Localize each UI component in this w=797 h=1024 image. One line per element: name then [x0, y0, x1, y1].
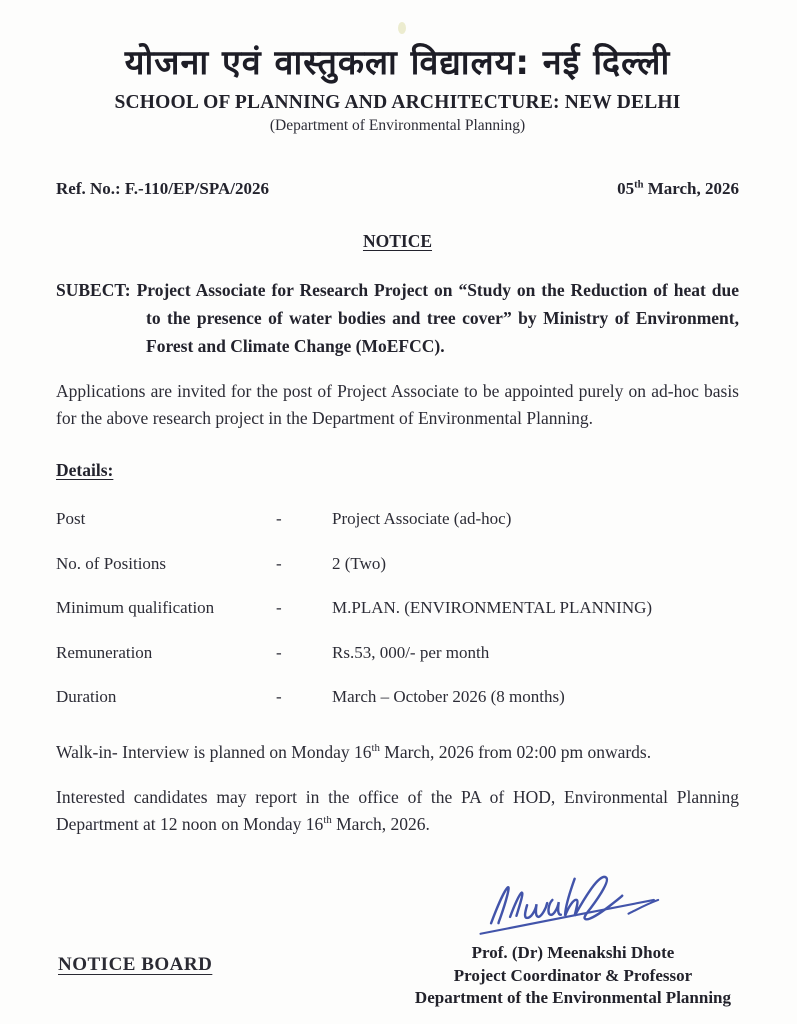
signature-image	[470, 864, 675, 938]
reference-number: Ref. No.: F.-110/EP/SPA/2026	[56, 179, 269, 199]
detail-label: No. of Positions	[56, 553, 167, 573]
document-header	[56, 0, 739, 135]
date-day: 05	[617, 179, 635, 199]
detail-value: M.PLAN. (ENVIRONMENTAL PLANNING)	[332, 598, 653, 618]
walkin-text-after: March, 2026 from 02:00 pm onwards.	[379, 742, 652, 763]
date-ordinal-suffix: th	[634, 179, 644, 191]
document-date	[617, 179, 739, 199]
detail-label: Post	[56, 509, 86, 529]
details-list	[56, 509, 739, 707]
details-heading: Details:	[56, 460, 114, 481]
detail-row-qualification	[56, 598, 739, 618]
detail-row-duration	[56, 687, 739, 707]
walkin-ordinal-suffix: th	[371, 742, 380, 755]
notice-board-heading: NOTICE BOARD	[58, 954, 213, 975]
signatory-name: Prof. (Dr) Meenakshi Dhote	[471, 943, 675, 963]
walkin-paragraph	[56, 739, 739, 766]
intro-paragraph: Applications are invited for the post of Project Associate to be appointed purely on ad-hoc basis for the above research project in the Department of Environmental Planning.	[56, 381, 739, 429]
subject-label: SUBECT:	[56, 280, 131, 301]
detail-label: Remuneration	[56, 642, 153, 662]
detail-separator: -	[276, 553, 282, 573]
detail-label: Duration	[56, 687, 117, 707]
detail-label: Minimum qualification	[56, 598, 215, 618]
detail-value: Rs.53, 000/- per month	[332, 642, 490, 662]
report-paragraph	[56, 784, 739, 838]
date-rest: March, 2026	[643, 179, 739, 199]
subject-paragraph	[56, 276, 739, 360]
subject-text: Project Associate for Research Project on “Study on the Reduction of heat due to the presence of water bodies and tree cover” by Ministry of Environment, Forest and Climate Change (MoEFCC).	[136, 280, 739, 357]
report-ordinal-suffix: th	[323, 814, 332, 827]
detail-separator: -	[276, 687, 282, 707]
detail-value: Project Associate (ad-hoc)	[332, 509, 512, 529]
reference-row	[56, 179, 739, 199]
detail-row-remuneration	[56, 643, 739, 663]
notice-heading: NOTICE	[362, 231, 433, 252]
signatory-department: Department of the Environmental Planning	[414, 988, 731, 1008]
detail-separator: -	[276, 642, 282, 662]
signatory-title: Project Coordinator & Professor	[453, 965, 693, 985]
detail-separator: -	[276, 509, 282, 529]
department-subtitle: (Department of Environmental Planning)	[269, 117, 526, 135]
detail-separator: -	[276, 598, 282, 618]
detail-row-post	[56, 509, 739, 529]
signature-block	[415, 864, 731, 1009]
report-text-before: Interested candidates may report in the office of the PA of HOD, Environmental Planning Department at 12 noon on Monday 16	[56, 786, 739, 835]
school-title-english: SCHOOL OF PLANNING AND ARCHITECTURE: NEW DELHI	[114, 92, 681, 114]
detail-row-positions	[56, 554, 739, 574]
school-title-hindi: योजना एवं वास्तुकला विद्यालय: नई दिल्ली	[124, 43, 671, 83]
walkin-text-before: Walk-in- Interview is planned on Monday 16	[56, 742, 372, 763]
scan-artifact	[398, 22, 406, 34]
detail-value: 2 (Two)	[332, 553, 387, 573]
report-text-after: March, 2026.	[331, 814, 430, 835]
detail-value: March – October 2026 (8 months)	[332, 687, 565, 707]
